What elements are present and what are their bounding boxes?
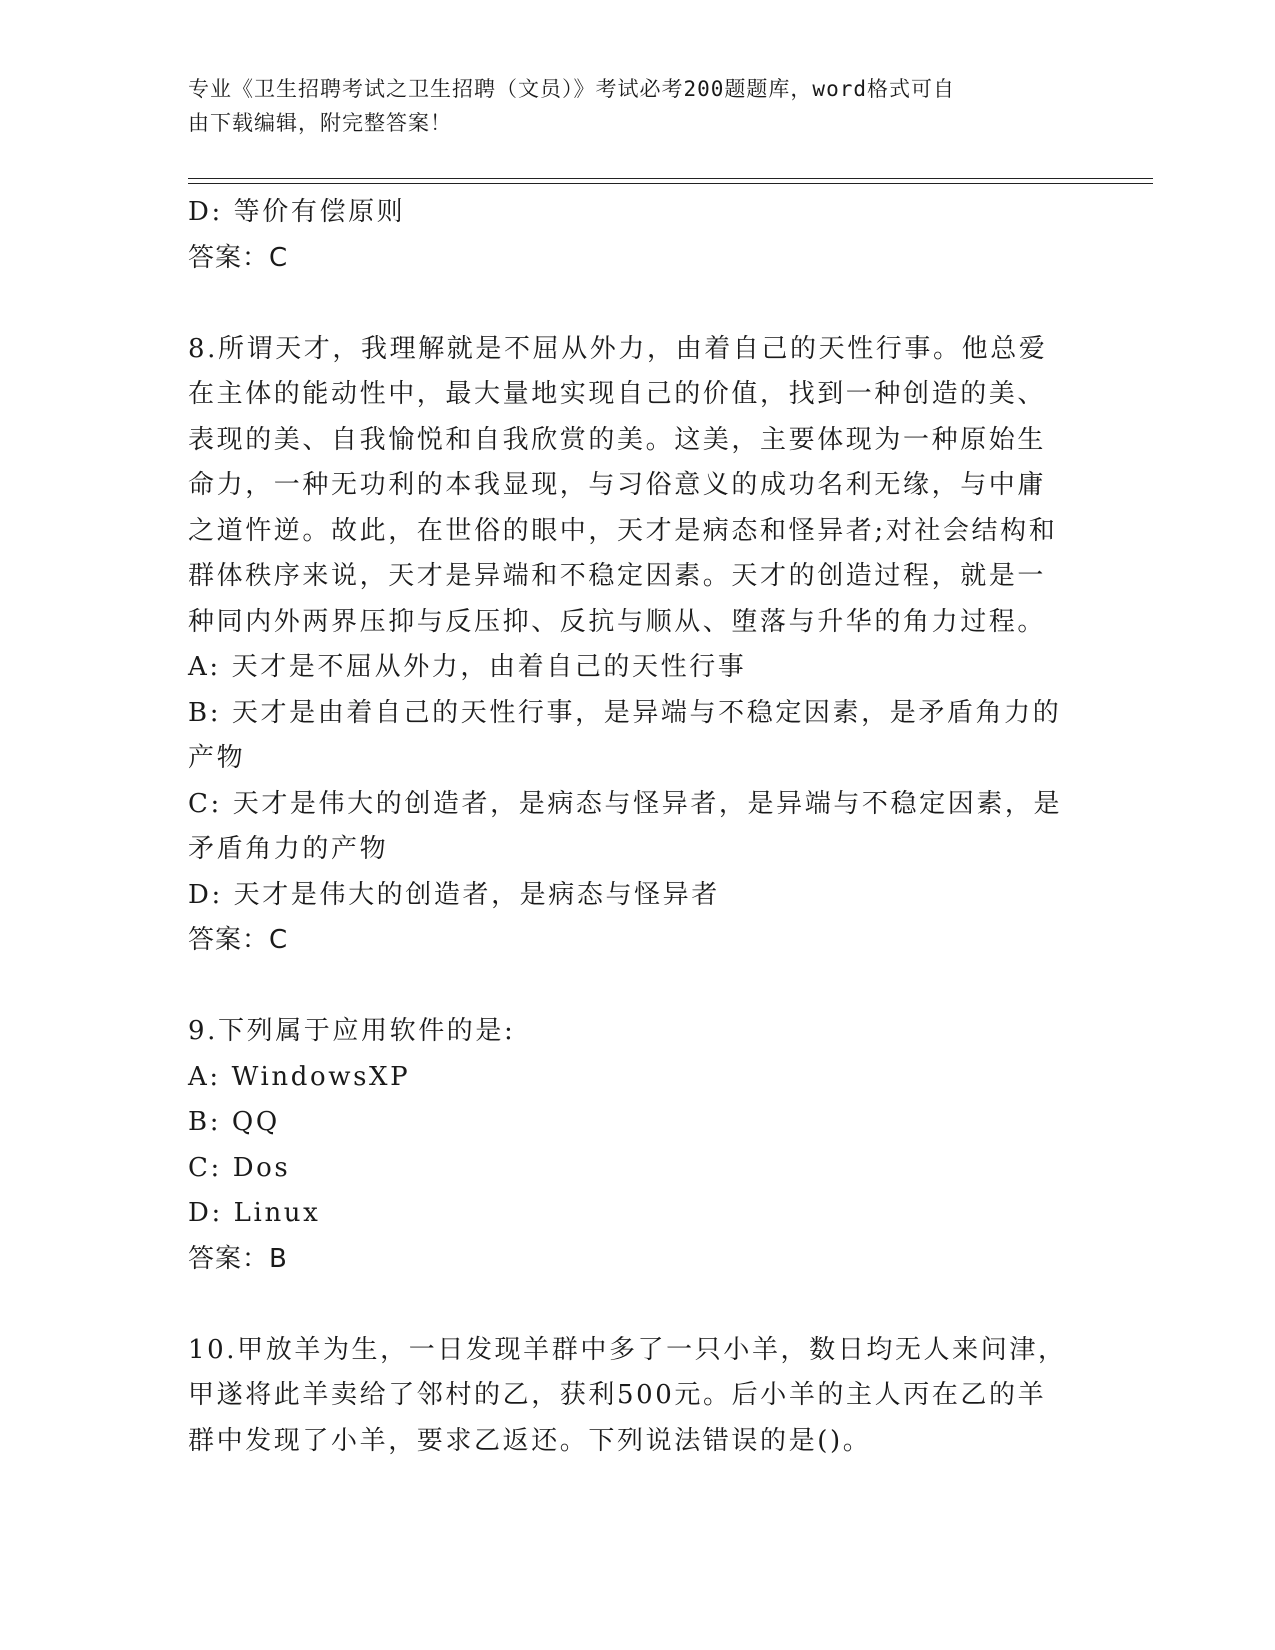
q8-option-c-line: 矛盾角力的产物 (188, 834, 389, 864)
q9-answer: 答案：B (188, 1243, 288, 1274)
q9-option-d: D: Linux (188, 1198, 321, 1228)
q8-option-b-line: B: 天才是由着自己的天性行事，是异端与不稳定因素，是矛盾角力的 (188, 697, 1062, 728)
q8-stem-line: 之道忤逆。故此，在世俗的眼中，天才是病态和怪异者;对社会结构和 (188, 515, 1058, 546)
q9-stem: 9.下列属于应用软件的是: (188, 1016, 516, 1046)
q8-option-d: D: 天才是伟大的创造者，是病态与怪异者 (188, 879, 720, 910)
q8-stem-line: 群体秩序来说，天才是异端和不稳定因素。天才的创造过程，就是一 (188, 561, 1047, 591)
spacer (188, 281, 1088, 327)
prev-question-answer: 答案：C (188, 242, 289, 273)
q9-option-a: A: WindowsXP (188, 1061, 411, 1092)
spacer (188, 964, 1088, 1010)
header-rule-top (188, 178, 1153, 179)
q10-stem-line: 10.甲放羊为生，一日发现羊群中多了一只小羊，数日均无人来问津， (188, 1334, 1067, 1365)
q8-stem-line: 在主体的能动性中，最大量地实现自己的价值，找到一种创造的美、 (188, 379, 1047, 409)
q8-stem-line: 种同内外两界压抑与反压抑、反抗与顺从、堕落与升华的角力过程。 (188, 606, 1047, 637)
q8-option-c-line: C: 天才是伟大的创造者，是病态与怪异者，是异端与不稳定因素，是 (188, 788, 1063, 819)
q8-stem-line: 8.所谓天才，我理解就是不屈从外力，由着自己的天性行事。他总爱 (188, 333, 1048, 364)
header-rule-bottom (188, 183, 1153, 184)
header-line-1: 专业《卫生招聘考试之卫生招聘（文员）》考试必考200题题库，word格式可自 (188, 77, 955, 101)
q10-stem-line: 群中发现了小羊，要求乙返还。下列说法错误的是()。 (188, 1425, 872, 1456)
q8-stem-line: 表现的美、自我愉悦和自我欣赏的美。这美，主要体现为一种原始生 (188, 424, 1047, 455)
spacer (188, 1282, 1088, 1328)
q8-stem-line: 命力，一种无功利的本我显现，与习俗意义的成功名利无缘，与中庸 (188, 470, 1047, 500)
q8-answer: 答案：C (188, 925, 289, 955)
q10-stem-line: 甲遂将此羊卖给了邻村的乙，获利500元。后小羊的主人丙在乙的羊 (188, 1380, 1047, 1410)
q9-option-b: B: QQ (188, 1107, 280, 1137)
q9-option-c: C: Dos (188, 1152, 291, 1183)
question-10 (188, 1328, 1088, 1465)
q8-option-b-line: 产物 (188, 743, 246, 773)
question-8 (188, 327, 1088, 964)
document-body (188, 190, 1088, 1464)
document-header (188, 72, 1078, 140)
question-9 (188, 1009, 1088, 1282)
q8-option-a: A: 天才是不屈从外力，由着自己的天性行事 (188, 652, 747, 682)
header-line-2: 由下载编辑，附完整答案！ (188, 111, 452, 135)
prev-question-option-d: D: 等价有偿原则 (188, 197, 406, 227)
